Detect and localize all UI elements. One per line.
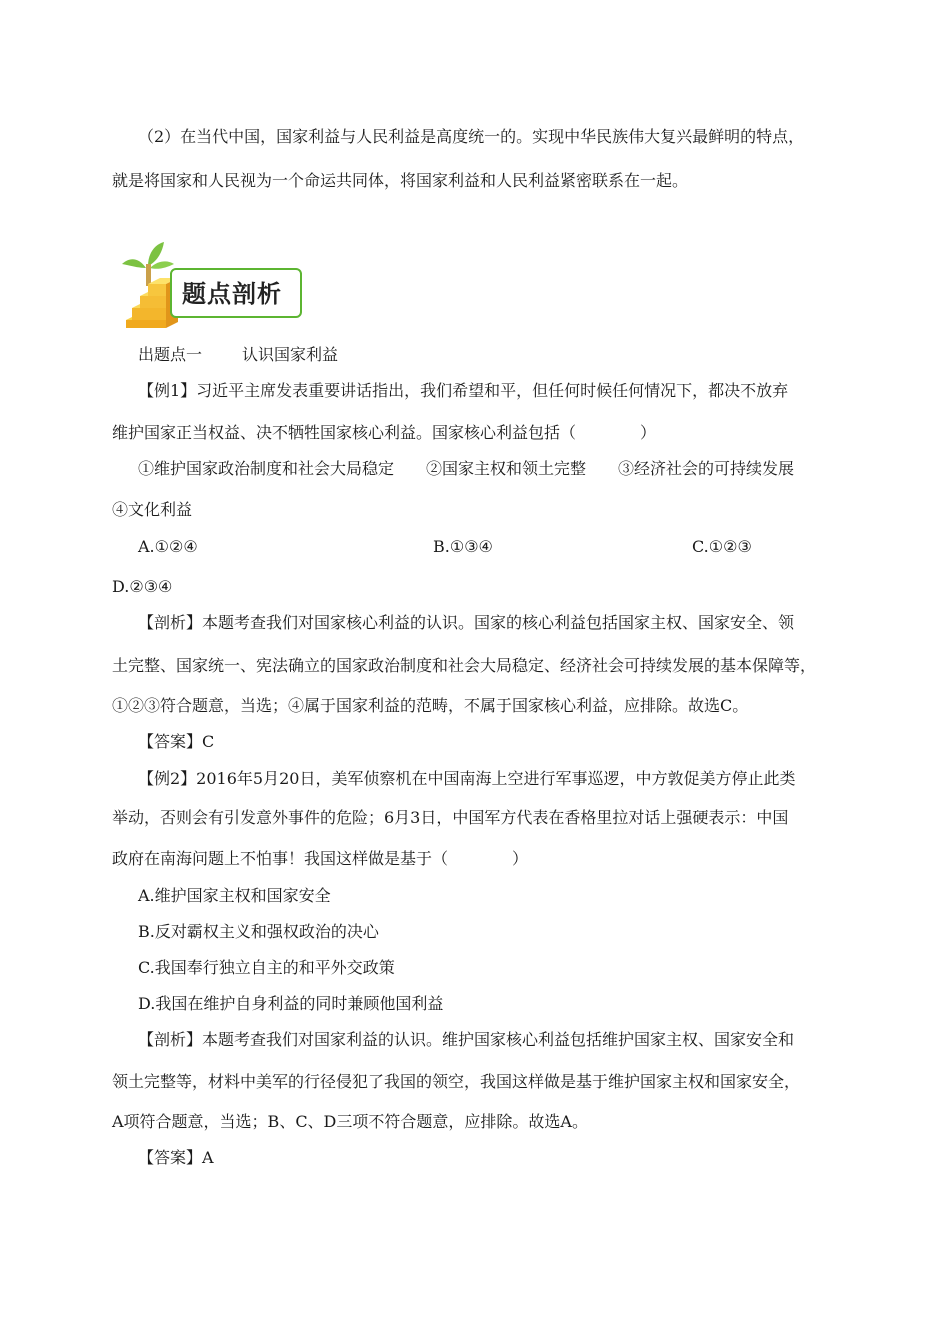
example1-items-line-1: ①维护国家政治制度和社会大局稳定 ②国家主权和领土完整 ③经济社会的可持续发展: [138, 459, 795, 478]
example1-answer: 【答案】C: [138, 732, 215, 751]
example2-option-c: C.我国奉行独立自主的和平外交政策: [138, 958, 395, 977]
example1-items-line-2: ④文化利益: [112, 500, 193, 519]
example1-question-line-2: 维护国家正当权益、决不牺牲国家核心利益。国家核心利益包括（ ）: [112, 423, 657, 442]
example1-analysis-line-1: 【剖析】本题考查我们对国家核心利益的认识。国家的核心利益包括国家主权、国家安全、领: [138, 613, 795, 632]
section-badge-title: 题点剖析: [182, 280, 282, 308]
example2-question-line-3: 政府在南海问题上不怕事！我国这样做是基于（ ）: [112, 849, 529, 868]
example1-question-line-1: 【例1】习近平主席发表重要讲话指出，我们希望和平，但任何时候任何情况下，都决不放弃: [138, 381, 789, 400]
example2-option-d: D.我国在维护自身利益的同时兼顾他国利益: [138, 994, 444, 1013]
example2-question-line-1: 【例2】2016年5月20日，美军侦察机在中国南海上空进行军事巡逻，中方敦促美方停止此类: [138, 769, 796, 788]
example1-option-c: C.①②③: [692, 537, 752, 556]
example2-option-a: A.维护国家主权和国家安全: [138, 886, 331, 905]
example2-option-b: B.反对霸权主义和强权政治的决心: [138, 922, 379, 941]
example2-analysis-line-2: 领土完整等，材料中美军的行径侵犯了我国的领空，我国这样做是基于维护国家主权和国家安全，: [112, 1072, 801, 1091]
example1-analysis-line-2: 土完整、国家统一、宪法确立的国家政治制度和社会大局稳定、经济社会可持续发展的基本保障等，: [112, 656, 817, 675]
intro-line-2: 就是将国家和人民视为一个命运共同体，将国家利益和人民利益紧密联系在一起。: [112, 171, 689, 190]
example2-analysis-line-1: 【剖析】本题考查我们对国家利益的认识。维护国家核心利益包括维护国家主权、国家安全和: [138, 1030, 795, 1049]
example2-analysis-line-3: A项符合题意，当选；B、C、D三项不符合题意，应排除。故选A。: [112, 1112, 588, 1131]
example1-option-b: B.①③④: [433, 537, 493, 556]
example2-question-line-2: 举动，否则会有引发意外事件的危险；6月3日，中国军方代表在香格里拉对话上强硬表示：中国: [112, 808, 789, 827]
example1-analysis-line-3: ①②③符合题意，当选；④属于国家利益的范畴，不属于国家核心利益，应排除。故选C。: [112, 696, 749, 715]
example2-answer: 【答案】A: [138, 1148, 214, 1167]
topic-name: 认识国家利益: [242, 345, 339, 364]
section-badge: [118, 238, 310, 330]
example1-option-a: A.①②④: [138, 537, 198, 556]
topic-label: 出题点一: [138, 345, 203, 364]
intro-line-1: （2）在当代中国，国家利益与人民利益是高度统一的。实现中华民族伟大复兴最鲜明的特点，: [138, 127, 805, 146]
example1-option-d: D.②③④: [112, 577, 173, 596]
